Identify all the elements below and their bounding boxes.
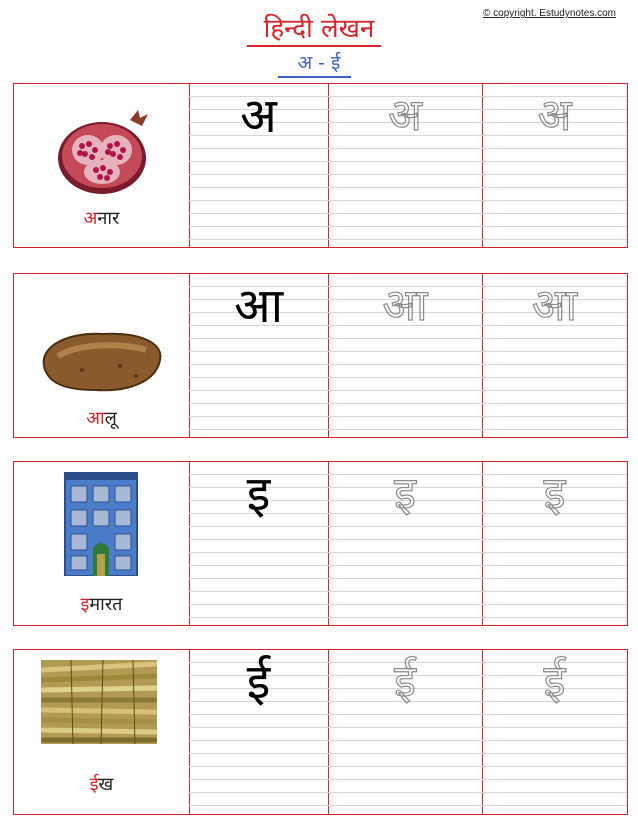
- word-label: [14, 772, 189, 796]
- trace-cell[interactable]: [482, 462, 627, 625]
- model-cell[interactable]: [189, 650, 329, 814]
- trace-cell[interactable]: [482, 650, 627, 814]
- model-cell[interactable]: [189, 84, 329, 247]
- building-image: [63, 472, 139, 576]
- trace-letter: अ: [537, 90, 572, 141]
- trace-cell[interactable]: [328, 84, 483, 247]
- page-subtitle: अ - ई: [297, 52, 341, 74]
- word-label: [14, 206, 189, 230]
- practice-row-3: [13, 461, 628, 626]
- practice-row-1: [13, 83, 628, 248]
- picture-cell: [14, 462, 190, 625]
- picture-cell: [14, 650, 190, 814]
- copyright-link[interactable]: © copyright. Estudynotes.com: [483, 8, 616, 19]
- model-cell[interactable]: [189, 274, 329, 437]
- subtitle-underline: [278, 76, 351, 78]
- potato-image: [38, 326, 166, 396]
- word-rest: नार: [97, 208, 120, 229]
- model-cell[interactable]: [189, 462, 329, 625]
- trace-letter: ई: [394, 656, 416, 707]
- practice-row-4: [13, 649, 628, 815]
- title-underline: [247, 45, 381, 47]
- trace-cell[interactable]: [482, 84, 627, 247]
- trace-cell[interactable]: [482, 274, 627, 437]
- pomegranate-image: [52, 106, 152, 198]
- word-rest: मारत: [89, 594, 123, 615]
- word-label: [14, 592, 189, 616]
- trace-letter: इ: [394, 468, 416, 519]
- word-initial: अ: [83, 208, 98, 229]
- trace-letter: आ: [382, 280, 428, 331]
- sugarcane-image: [41, 660, 157, 744]
- model-letter: अ: [240, 88, 277, 144]
- trace-letter: आ: [532, 280, 577, 331]
- word-rest: लू: [104, 408, 117, 429]
- word-initial: इ: [80, 594, 90, 615]
- word-label: [14, 406, 189, 430]
- word-initial: ई: [89, 774, 99, 795]
- practice-row-2: [13, 273, 628, 438]
- picture-cell: [14, 84, 190, 247]
- word-rest: ख: [98, 774, 114, 795]
- trace-letter: ई: [543, 656, 566, 707]
- model-letter: इ: [246, 466, 271, 522]
- model-letter: ई: [246, 654, 271, 710]
- word-initial: आ: [86, 408, 105, 429]
- trace-cell[interactable]: [328, 274, 483, 437]
- model-letter: आ: [233, 278, 284, 334]
- page-title: हिन्दी लेखन: [263, 14, 375, 44]
- trace-cell[interactable]: [328, 462, 483, 625]
- trace-cell[interactable]: [328, 650, 483, 814]
- trace-letter: इ: [543, 468, 566, 519]
- picture-cell: [14, 274, 190, 437]
- trace-letter: अ: [388, 90, 422, 141]
